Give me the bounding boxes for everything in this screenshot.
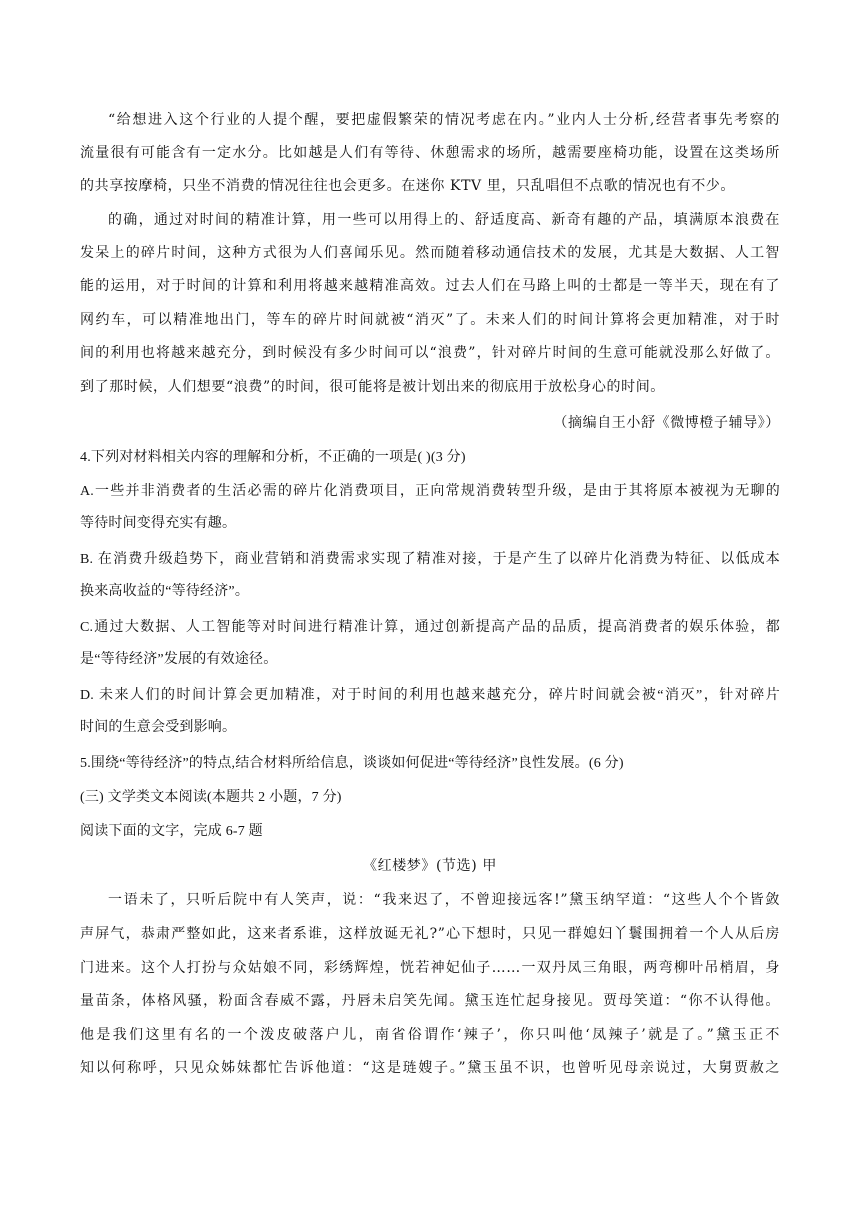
option-b-line-1: B. 在消费升级趋势下，商业营销和消费需求实现了精准对接，于是产生了以碎片化消费为特征、以低成本: [80, 552, 780, 567]
passage2-line-2: 声屏气，恭肃严整如此，这来者系谁，这样放诞无礼?”心下想时，只见一群媳妇丫鬟围拥着一个人从后房: [80, 926, 780, 942]
option-c-line-1: C.通过大数据、人工智能等对时间进行精准计算，通过创新提高产品的品质，提高消费者的娱乐体验，都: [80, 620, 780, 635]
excerpt-title: 《红楼梦》(节选) 甲: [363, 858, 497, 874]
section-instruction: 阅读下面的文字，完成 6-7 题: [80, 824, 263, 839]
question-4-stem: 4.下列对材料相关内容的理解和分析，不正确的一项是( )(3 分): [80, 450, 466, 465]
passage1-line-1: “给想进入这个行业的人提个醒，要把虚假繁荣的情况考虑在内。”业内人士分析,经营者事先考察的: [108, 112, 780, 128]
option-c-line-2: 是“等待经济”发展的有效途径。: [80, 652, 278, 667]
option-d-line-2: 时间的生意会受到影响。: [80, 720, 237, 735]
passage1-line-9: 到了那时候，人们想要“浪费”的时间，很可能将是被计划出来的彻底用于放松身心的时间。: [80, 379, 665, 395]
option-d-line-1: D. 未来人们的时间计算会更加精准，对于时间的利用也越来越充分，碎片时间就会被“消灭”，针对碎片: [80, 688, 780, 703]
passage1-line-2: 流量很有可能含有一定水分。比如越是人们有等待、休憩需求的场所，越需要座椅功能，设置在这类场所: [80, 145, 780, 161]
section-heading: (三) 文学类文本阅读(本题共 2 小题，7 分): [80, 790, 342, 805]
passage1-line-6: 能的运用，对于时间的计算和利用将越来越精准高效。过去人们在马路上叫的士都是一等半天，现在有了: [80, 278, 780, 294]
option-a-line-1: A.一些并非消费者的生活必需的碎片化消费项目，正向常规消费转型升级，是由于其将原本被视为无聊的: [80, 484, 780, 499]
passage1-line-7: 网约车，可以精准地出门，等车的碎片时间就被“消灭”了。未来人们的时间计算将会更加精准，对于时: [80, 312, 780, 328]
option-b-line-2: 换来高收益的“等待经济”。: [80, 584, 250, 599]
passage1-line-3: 的共享按摩椅，只坐不消费的情况往往也会更多。在迷你 KTV 里，只乱唱但不点歌的情况也有不少。: [80, 178, 736, 194]
passage2-line-1: 一语未了，只听后院中有人笑声，说：“我来迟了，不曾迎接远客!”黛玉纳罕道：“这些人个个皆敛: [108, 892, 780, 908]
source-citation: （摘编自王小舒《微博橙子辅导》）: [553, 415, 780, 431]
passage2-line-4: 量苗条，体格风骚，粉面含春威不露，丹唇未启笑先闻。黛玉连忙起身接见。贾母笑道：“你不认得他。: [80, 993, 780, 1009]
passage2-line-3: 门进来。这个人打扮与众姑娘不同，彩绣辉煌，恍若神妃仙子……一双丹凤三角眼，两弯柳叶吊梢眉，身: [80, 960, 780, 976]
passage1-line-4: 的确，通过对时间的精准计算，用一些可以用得上的、舒适度高、新奇有趣的产品，填满原本浪费在: [108, 212, 780, 228]
passage1-line-8: 间的利用也将越来越充分，到时候没有多少时间可以“浪费”，针对碎片时间的生意可能就没那么好做了。: [80, 345, 780, 361]
passage2-line-6: 知以何称呼，只见众姊妹都忙告诉他道：“这是琏嫂子。”黛玉虽不识，也曾听见母亲说过，大舅贾赦之: [80, 1060, 780, 1076]
option-a-line-2: 等待时间变得充实有趣。: [80, 516, 237, 531]
question-5: 5.围绕“等待经济”的特点,结合材料所给信息，谈谈如何促进“等待经济”良性发展。(6 分): [80, 756, 624, 771]
passage1-line-5: 发呆上的碎片时间，这种方式很为人们喜闻乐见。然而随着移动通信技术的发展，尤其是大数据、人工智: [80, 245, 780, 261]
passage2-line-5: 他是我们这里有名的一个泼皮破落户儿，南省俗谓作‘辣子’，你只叫他‘凤辣子’就是了。”黛玉正不: [80, 1027, 780, 1043]
